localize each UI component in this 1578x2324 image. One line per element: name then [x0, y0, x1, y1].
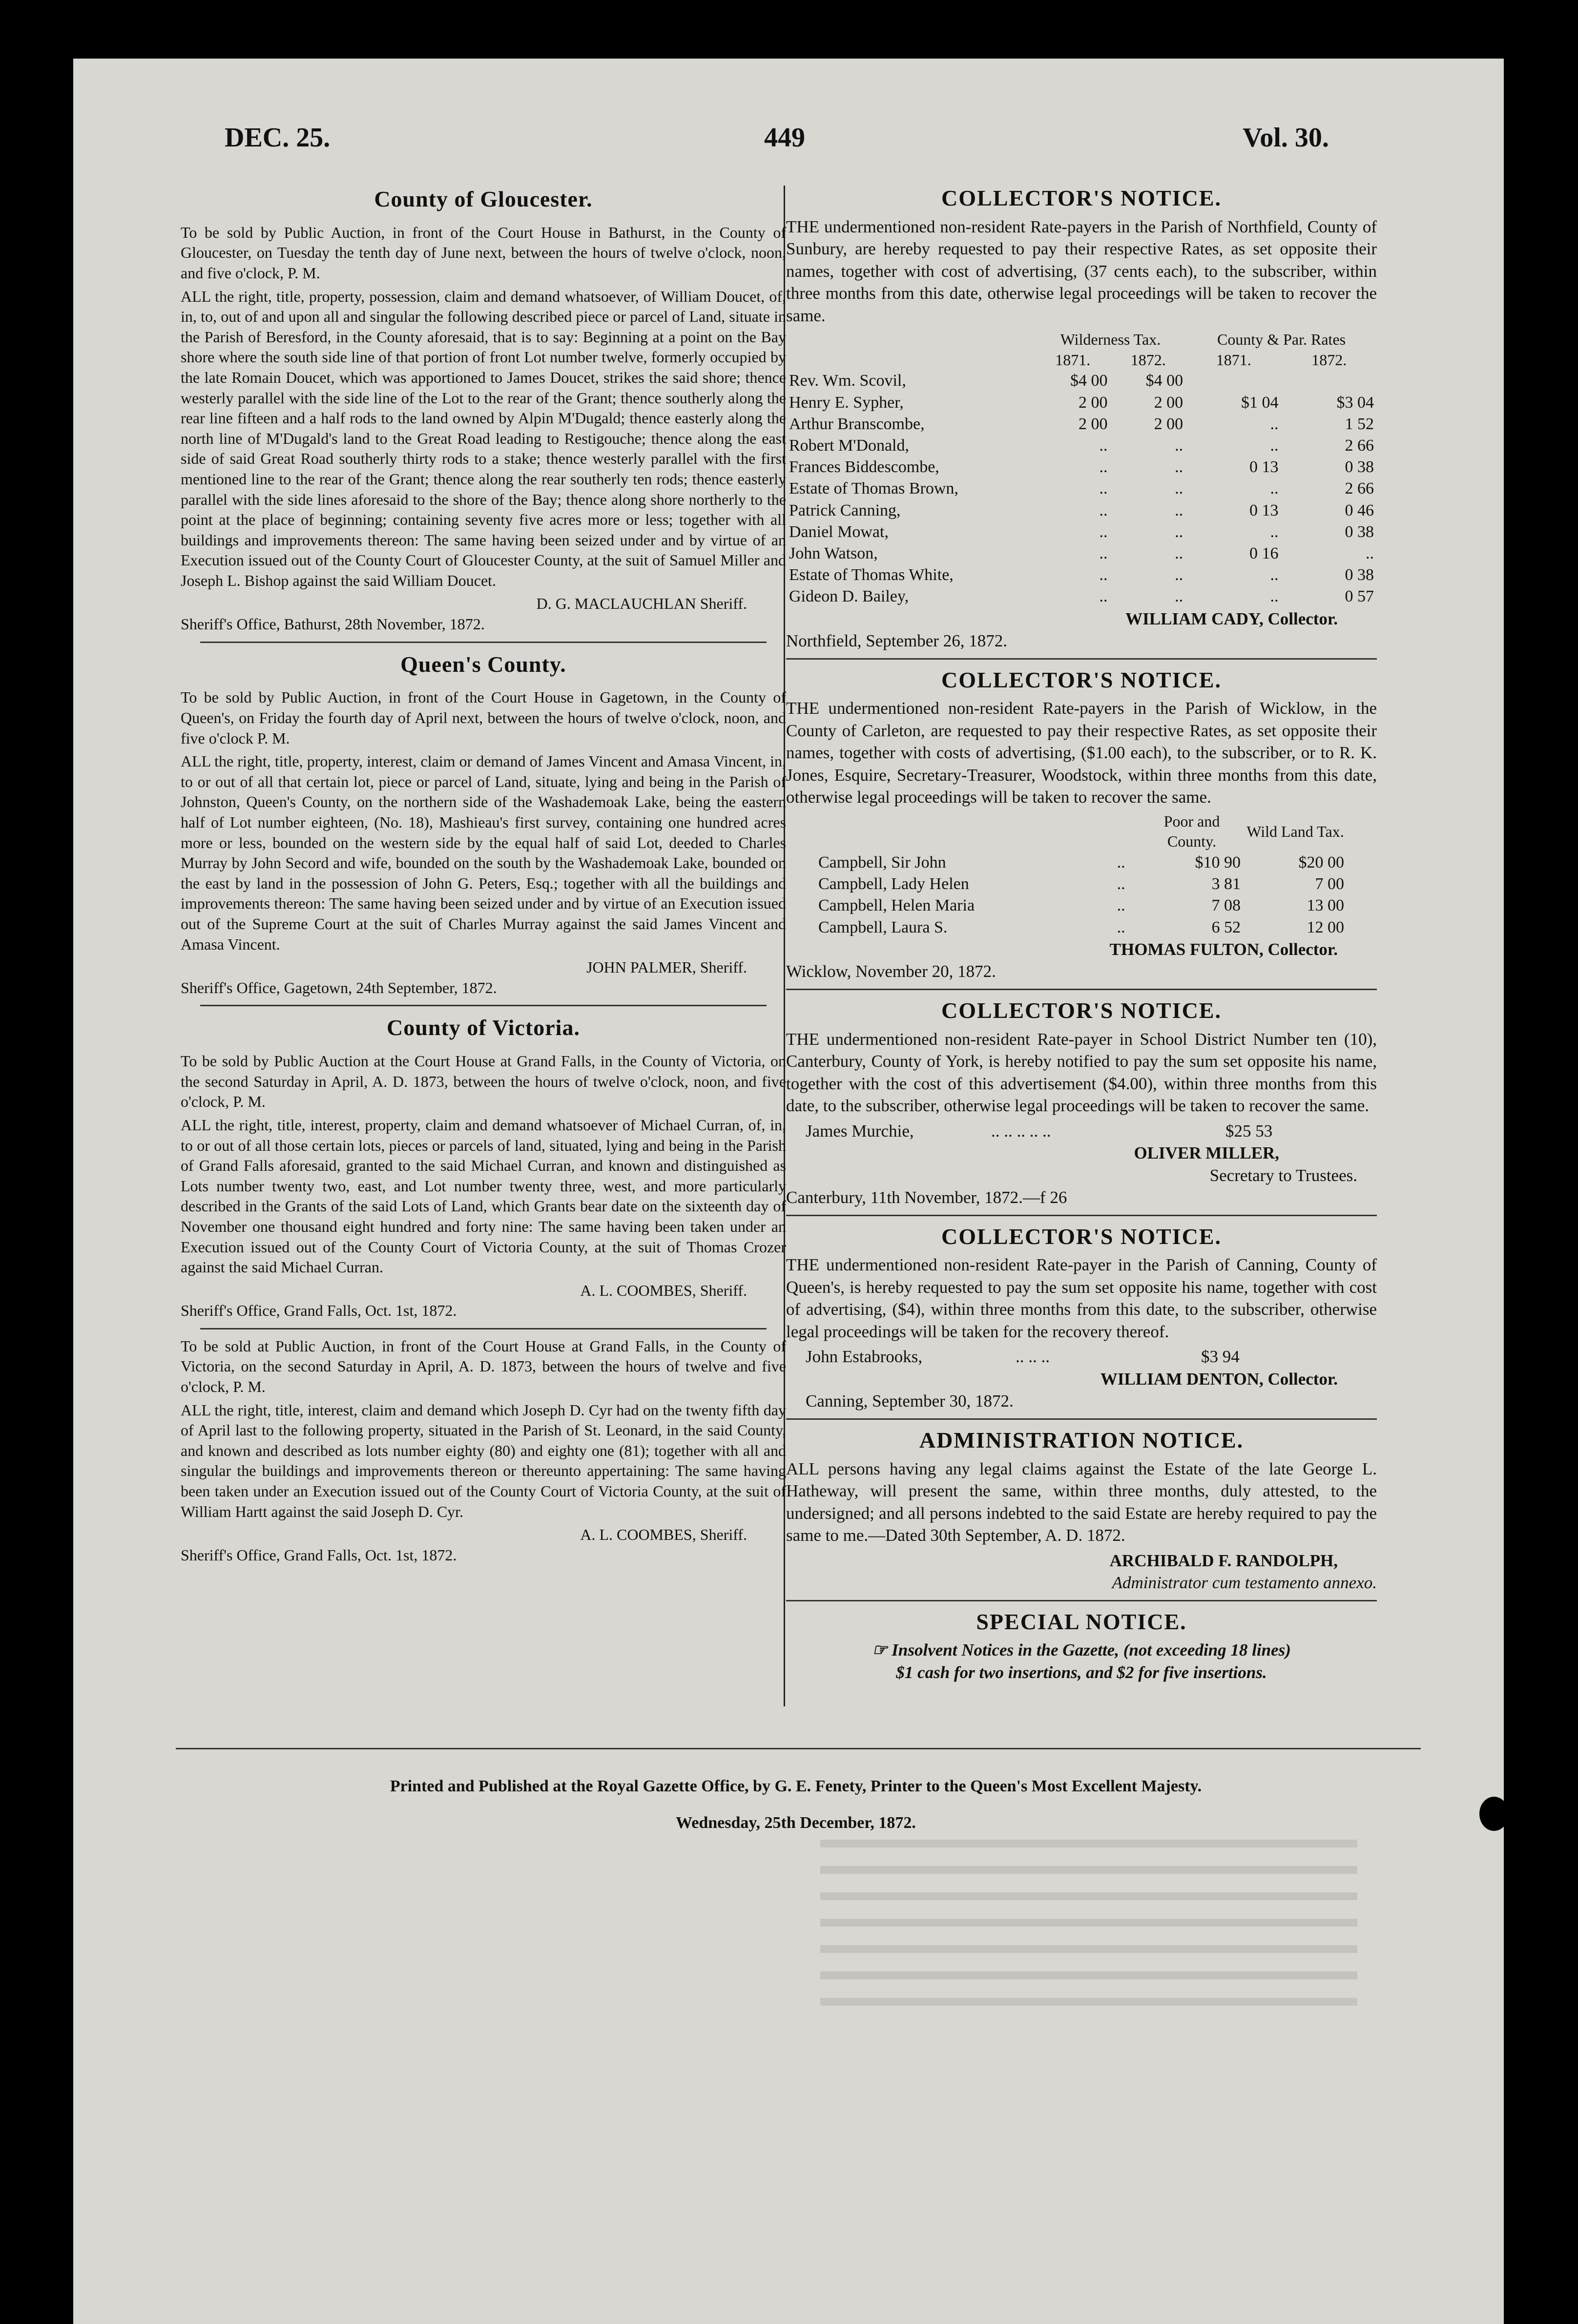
header-volume: Vol. 30. — [1243, 123, 1329, 153]
table-row — [815, 852, 1347, 873]
ink-blot — [1479, 1797, 1509, 1831]
queens-signature: JOHN PALMER, Sheriff. — [586, 958, 747, 976]
amount: $1 04 — [1241, 393, 1279, 412]
amount: $3 94 — [1201, 1347, 1240, 1367]
table-row — [786, 478, 1377, 499]
payer-name: Campbell, Lady Helen — [818, 875, 969, 893]
amount: .. — [1270, 566, 1279, 584]
special-notice-title: SPECIAL NOTICE. — [976, 1609, 1187, 1634]
victoria-body-2: ALL the right, title, interest, claim and demand which Joseph D. Cyr had on the twenty fifth day of April last to the following property, situated in the Parish of St. Leonard, in the said County, and known and described as lots number eighty (80) and eighty one (81); together with all and singular the buildings and improvements thereon or thereunto appertaining: The same having been taken under an Execution issued out of the County Court of Victoria County, at the suit of William Hartt against the said Joseph D. Cyr. — [181, 1401, 786, 1520]
admin-notice-title: ADMINISTRATION NOTICE. — [919, 1427, 1244, 1452]
divider — [786, 1600, 1377, 1601]
amount: .. — [1270, 522, 1279, 541]
amount: 0 38 — [1345, 458, 1374, 477]
canning-signature: WILLIAM DENTON, Collector. — [1100, 1369, 1338, 1389]
amount: 2 66 — [1345, 436, 1374, 455]
right-column — [786, 181, 1377, 1683]
special-notice-line-2: $1 cash for two insertions, and $2 for five insertions. — [896, 1662, 1267, 1682]
year-header: 1871. — [1055, 351, 1091, 369]
year-header: 1872. — [1311, 351, 1347, 369]
amount: $4 00 — [1070, 372, 1108, 390]
bleed-through-texture — [820, 1821, 1357, 2095]
queens-body: ALL the right, title, property, interest, claim or demand of James Vincent and Amasa Vincent, in, to or out of all that certain lot, piece or parcel of Land, situate, lying and being in the Parish of Johnston, Queen's County, on the northern side of the Washademoak Lake, being the eastern half of Lot number eighteen, (No. 18), Mashieau's first survey, containing one hundred acres more or less, bounded on the western side by the equal half of said Lot, deeded to Charles Murray by John Secord and wife, bounded on the south by the Washademoak Lake, bounded on the east by land in the possession of John G. Peters, Esq.; together with all the buildings and improvements thereon: The same having been seized under and by virtue of an Execution issued out of the Supreme Court at the suit of Charles Murray against the said James Vincent and Amasa Vincent. — [181, 752, 786, 953]
queens-intro: To be sold by Public Auction, in front of the Court House in Gagetown, in the County of Queen's, on Friday the fourth day of April next, between the hours of twelve o'clock, noon, and five o'clock P. M. — [181, 688, 786, 747]
gloucester-title: County of Gloucester. — [374, 187, 593, 211]
amount: .. — [1175, 587, 1184, 606]
admin-notice-signature: ARCHIBALD F. RANDOLPH, — [1109, 1551, 1338, 1570]
amount: 0 13 — [1249, 501, 1279, 519]
payer-name: Frances Biddescombe, — [789, 458, 939, 477]
left-column — [181, 181, 786, 1565]
northfield-rates-table — [786, 330, 1377, 607]
wicklow-head-wild: Wild Land Tax. — [1246, 822, 1344, 840]
northfield-head-wilderness: Wilderness Tax. — [1060, 331, 1161, 349]
canterbury-dated: Canterbury, 11th November, 1872.—f 26 — [786, 1188, 1067, 1207]
amount: .. — [1099, 566, 1108, 584]
victoria-signature-2: A. L. COOMBES, Sheriff. — [580, 1526, 747, 1544]
amount: .. — [1175, 479, 1184, 498]
canning-body: THE undermentioned non-resident Rate-payer in the Parish of Canning, County of Queen's, is hereby requested to pay the sum set opposite his name, together with cost of advertising, ($4), within three months from this date, to the subscriber, otherwise legal proceedings will be taken for the recovery thereof. — [786, 1255, 1377, 1341]
table-row — [786, 543, 1377, 564]
northfield-head-county: County & Par. Rates — [1217, 331, 1346, 349]
payer-name: John Watson, — [789, 544, 878, 562]
wicklow-dated: Wicklow, November 20, 1872. — [786, 962, 996, 981]
admin-notice-role: Administrator cum testamento annexo. — [1112, 1573, 1377, 1593]
northfield-body: THE undermentioned non-resident Rate-payers in the Parish of Northfield, County of Sunbury, are hereby requested to pay their respective Rates, as set opposite their names, together with cost of advertising, (37 cents each), to the subscriber, within three months from this date, otherwise legal proceedings will be taken to recover the same. — [786, 217, 1377, 325]
payer-name: Estate of Thomas Brown, — [789, 479, 958, 498]
footer-date-line: Wednesday, 25th December, 1872. — [676, 1814, 916, 1832]
gloucester-body: ALL the right, title, property, possession, claim and demand whatsoever, of William Doucet, of, in, to, out of and upon all and singular the following described piece or parcel of Land, situate in the Parish of Beresford, in the County aforesaid, that is to say: Beginning at a point on the Bay shore where the south side line of that portion of front Lot number twelve, formerly occupied by the late Romain Doucet, which was apportioned to James Doucet, strikes the said shore; thence westerly parallel with the side line of the Lot to the rear of the Grant; thence southerly along the rear line fifteen and a half rods to the land owned by Alpin M'Dugald; thence easterly along the north line of M'Dugald's land to the Great Road leading to Restigouche; thence along the east side of said Great Road southerly thirty rods to a stake; thence westerly parallel with the first mentioned line to the rear of the Grant; thence along the rear southerly ten rods; thence easterly parallel with the side lines aforesaid to the shore of the Bay; thence along shore northerly to the point at the place of beginning; containing seventy five acres more or less; together with all buildings and improvements thereon: The same having been seized under and by virtue of an Execution issued out of the County Court of Gloucester County, at the suit of Samuel Miller and Joseph L. Bishop against the said William Doucet. — [181, 287, 786, 589]
amount: 2 00 — [1154, 393, 1184, 412]
canning-payer-row — [786, 1346, 1377, 1368]
payer-name: John Estabrooks, — [806, 1347, 923, 1367]
table-row — [786, 435, 1377, 456]
gloucester-signature: D. G. MACLAUCHLAN Sheriff. — [536, 595, 747, 613]
canning-dated: Canning, September 30, 1872. — [806, 1391, 1014, 1411]
wicklow-head-poor: Poor and County. — [1163, 812, 1220, 851]
queens-office: Sheriff's Office, Gagetown, 24th September, 1872. — [181, 978, 497, 996]
amount: .. — [1270, 479, 1279, 498]
victoria-signature-1: A. L. COOMBES, Sheriff. — [580, 1281, 747, 1299]
canterbury-title: COLLECTOR'S NOTICE. — [941, 997, 1222, 1023]
payer-name: Estate of Thomas White, — [789, 566, 954, 584]
amount: 0 16 — [1249, 544, 1279, 562]
admin-notice-body: ALL persons having any legal claims against the Estate of the late George L. Hatheway, will present the same, within three months, duly attested, to the undersigned; and all persons indebted to the said Estate are hereby required to pay the same to me.—Dated 30th September, A. D. 1872. — [786, 1459, 1377, 1545]
table-row — [786, 392, 1377, 414]
header-date: DEC. 25. — [225, 123, 331, 153]
amount: 12 00 — [1307, 918, 1344, 936]
victoria-intro-1: To be sold by Public Auction at the Court House at Grand Falls, in the County of Victoria, on the second Saturday in April, A. D. 1873, between the hours of twelve o'clock, noon, and five o'clock, P. M. — [181, 1052, 786, 1111]
table-row — [786, 564, 1377, 586]
leader-dots: .. .. .. — [1016, 1347, 1050, 1367]
northfield-title: COLLECTOR'S NOTICE. — [941, 186, 1222, 210]
amount: .. — [1366, 544, 1374, 562]
divider — [786, 1215, 1377, 1216]
table-row — [815, 895, 1347, 916]
pointing-hand-icon: ☞ — [872, 1640, 888, 1660]
divider — [200, 642, 767, 643]
divider — [786, 989, 1377, 990]
amount: 0 46 — [1345, 501, 1374, 519]
footer-printer-line: Printed and Published at the Royal Gazette Office, by G. E. Fenety, Printer to the Queen's Most Excellent Majesty. — [390, 1777, 1202, 1795]
amount: .. — [1099, 436, 1108, 455]
payer-name: James Murchie, — [806, 1121, 914, 1141]
amount: 2 00 — [1078, 393, 1108, 412]
wicklow-signature: THOMAS FULTON, Collector. — [1109, 939, 1338, 959]
amount: 7 00 — [1315, 875, 1344, 893]
amount: .. — [1099, 501, 1108, 519]
leader-dots: .. — [1117, 896, 1125, 915]
amount: 6 52 — [1211, 918, 1241, 936]
table-row — [815, 873, 1347, 895]
leader-dots: .. — [1117, 918, 1125, 936]
year-header: 1872. — [1130, 351, 1166, 369]
queens-title: Queen's County. — [400, 651, 566, 677]
amount: .. — [1270, 415, 1279, 433]
table-row — [786, 370, 1377, 392]
amount: 0 38 — [1345, 566, 1374, 584]
amount: .. — [1099, 458, 1108, 477]
payer-name: Patrick Canning, — [789, 501, 901, 519]
canterbury-payer-row — [786, 1120, 1377, 1142]
amount: 0 57 — [1345, 587, 1374, 606]
amount: .. — [1270, 436, 1279, 455]
payer-name: Arthur Branscombe, — [789, 415, 925, 433]
amount: 2 00 — [1078, 415, 1108, 433]
amount: .. — [1175, 544, 1184, 562]
table-row — [786, 521, 1377, 543]
canning-title: COLLECTOR'S NOTICE. — [941, 1224, 1222, 1249]
northfield-dated: Northfield, September 26, 1872. — [786, 631, 1007, 651]
amount — [1282, 370, 1377, 392]
table-row — [786, 586, 1377, 607]
amount: .. — [1175, 458, 1184, 477]
payer-name: Rev. Wm. Scovil, — [789, 372, 906, 390]
amount: .. — [1175, 522, 1184, 541]
divider — [786, 1418, 1377, 1420]
victoria-intro-2: To be sold at Public Auction, in front of the Court House at Grand Falls, in the County of Victoria, on the second Saturday in April, A. D. 1873, between the hours of twelve and five o'clock, P. M. — [181, 1337, 786, 1396]
payer-name: Campbell, Laura S. — [818, 918, 948, 936]
wicklow-body: THE undermentioned non-resident Rate-payers in the Parish of Wicklow, in the County of Carleton, are requested to pay their respective Rates, as set opposite their names, together with costs of advertising, ($1.00 each), to the subscriber, or to R. K. Jones, Esquire, Secretary-Treasurer, Woodstock, within three months from this date, otherwise legal proceedings will be taken to recover the same. — [786, 699, 1377, 807]
amount: .. — [1099, 479, 1108, 498]
amount: .. — [1175, 436, 1184, 455]
gloucester-office: Sheriff's Office, Bathurst, 28th November, 1872. — [181, 615, 485, 633]
canterbury-signature: OLIVER MILLER, — [1134, 1143, 1279, 1163]
leader-dots: .. .. .. .. .. — [991, 1121, 1051, 1141]
canterbury-role: Secretary to Trustees. — [1209, 1165, 1357, 1185]
payer-name: Robert M'Donald, — [789, 436, 909, 455]
payer-name: Gideon D. Bailey, — [789, 587, 909, 606]
year-header: 1871. — [1216, 351, 1251, 369]
amount: $3 04 — [1336, 393, 1374, 412]
divider — [786, 658, 1377, 660]
leader-dots: .. — [1117, 853, 1125, 872]
amount: .. — [1175, 566, 1184, 584]
footer-rule — [176, 1748, 1421, 1749]
special-notice-text-1: Insolvent Notices in the Gazette, (not exceeding 18 lines) — [892, 1640, 1291, 1660]
table-row — [786, 500, 1377, 521]
leader-dots: .. — [1117, 875, 1125, 893]
wicklow-title: COLLECTOR'S NOTICE. — [941, 667, 1222, 692]
amount: $10 90 — [1195, 853, 1241, 872]
amount — [1186, 370, 1281, 392]
northfield-signature: WILLIAM CADY, Collector. — [1125, 609, 1338, 628]
amount: 2 66 — [1345, 479, 1374, 498]
table-row — [786, 456, 1377, 478]
amount: $20 00 — [1298, 853, 1344, 872]
amount: .. — [1099, 587, 1108, 606]
amount: 2 00 — [1154, 415, 1184, 433]
amount: .. — [1175, 501, 1184, 519]
amount: .. — [1270, 587, 1279, 606]
table-row — [815, 917, 1347, 938]
amount: 1 52 — [1345, 415, 1374, 433]
amount: .. — [1099, 544, 1108, 562]
amount: .. — [1099, 522, 1108, 541]
amount: $4 00 — [1145, 372, 1184, 390]
wicklow-rates-table — [815, 811, 1347, 938]
amount: 0 38 — [1345, 522, 1374, 541]
header-page-number: 449 — [764, 123, 805, 153]
divider — [200, 1328, 767, 1329]
amount: 7 08 — [1211, 896, 1241, 915]
gloucester-intro: To be sold by Public Auction, in front of the Court House in Bathurst, in the County of Gloucester, on Tuesday the tenth day of June next, between the hours of twelve o'clock, noon, and five o'clock, P. M. — [181, 223, 786, 282]
amount: 13 00 — [1307, 896, 1344, 915]
amount: 3 81 — [1211, 875, 1241, 893]
payer-name: Daniel Mowat, — [789, 522, 889, 541]
victoria-office-1: Sheriff's Office, Grand Falls, Oct. 1st, 1872. — [181, 1302, 457, 1320]
table-row — [786, 414, 1377, 435]
victoria-title: County of Victoria. — [387, 1015, 580, 1040]
amount: $25 53 — [1225, 1121, 1273, 1141]
payer-name: Campbell, Sir John — [818, 853, 946, 872]
payer-name: Henry E. Sypher, — [789, 393, 904, 412]
victoria-office-2: Sheriff's Office, Grand Falls, Oct. 1st, 1872. — [181, 1546, 457, 1564]
canterbury-body: THE undermentioned non-resident Rate-payer in School District Number ten (10), Canterbury, County of York, is hereby notified to pay the sum set opposite his name, together with the cost of this advertisement ($4.00), within three months from this date, to the subscriber, otherwise legal proceedings will be taken to recover the same. — [786, 1029, 1377, 1116]
victoria-body-1: ALL the right, title, interest, property, claim and demand whatsoever of Michael Curran, of, in, to or out of all those certain lots, pieces or parcels of land, situated, lying and being in the Parish of Grand Falls aforesaid, granted to the said Michael Curran, and known and distinguished as Lots number twenty two, east, and Lot number twenty three, west, and more particularly described in the Grants of the said Lots of Land, which Grants bear date on the sixteenth day of November one thousand eight hundred and forty nine: The same having been taken under an Execution issued out of the County Court of Victoria County, at the suit of Thomas Crozer against the said Michael Curran. — [181, 1116, 786, 1276]
amount: 0 13 — [1249, 458, 1279, 477]
payer-name: Campbell, Helen Maria — [818, 896, 975, 915]
divider — [200, 1005, 767, 1006]
special-notice-line-1 — [786, 1639, 1377, 1661]
